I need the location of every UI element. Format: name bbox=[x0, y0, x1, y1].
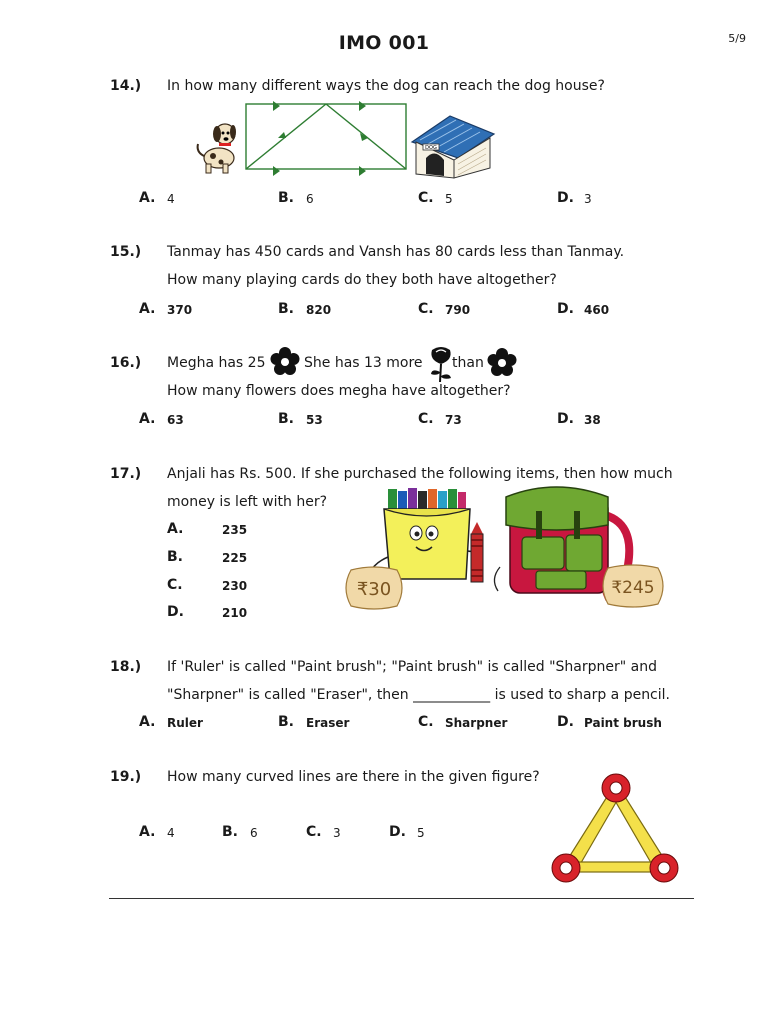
option-d-value: 210 bbox=[222, 606, 248, 620]
price-tag-text: ₹245 bbox=[611, 578, 655, 598]
question-17-number: 17.) bbox=[110, 466, 142, 482]
option-a-value: 63 bbox=[167, 413, 184, 427]
price-tag-text: ₹30 bbox=[356, 579, 392, 600]
option-d-label[interactable]: D. bbox=[557, 714, 574, 730]
bottom-divider bbox=[109, 898, 694, 899]
option-c-value: Sharpner bbox=[445, 716, 508, 730]
option-a-label[interactable]: A. bbox=[139, 190, 156, 206]
question-16-line-2: How many flowers does megha have altogether? bbox=[167, 383, 511, 399]
question-19-text: How many curved lines are there in the given figure? bbox=[167, 769, 540, 785]
option-d-label[interactable]: D. bbox=[557, 190, 574, 206]
question-14-number: 14.) bbox=[110, 78, 142, 94]
question-15-number: 15.) bbox=[110, 244, 142, 260]
option-c-label[interactable]: C. bbox=[418, 190, 434, 206]
option-d-label[interactable]: D. bbox=[389, 824, 406, 840]
option-b-value: 53 bbox=[306, 413, 323, 427]
option-a-value: 370 bbox=[167, 303, 193, 317]
option-a-label[interactable]: A. bbox=[167, 521, 184, 537]
option-c-label[interactable]: C. bbox=[418, 714, 434, 730]
option-d-label[interactable]: D. bbox=[557, 411, 574, 427]
option-a-value: 4 bbox=[167, 192, 175, 206]
option-c-label[interactable]: C. bbox=[418, 301, 434, 317]
question-16-text-a: Megha has 25 bbox=[167, 355, 266, 371]
dog-icon bbox=[193, 118, 241, 174]
option-b-value: 225 bbox=[222, 551, 248, 565]
svg-text:DOG: DOG bbox=[425, 145, 437, 151]
question-14-text: In how many different ways the dog can reach the dog house? bbox=[167, 78, 605, 94]
path-diagram bbox=[240, 100, 415, 175]
option-b-label[interactable]: B. bbox=[222, 824, 238, 840]
question-18-number: 18.) bbox=[110, 659, 142, 675]
page-title: IMO 001 bbox=[338, 32, 430, 54]
option-d-value: 3 bbox=[584, 192, 592, 206]
option-b-label[interactable]: B. bbox=[278, 301, 294, 317]
option-d-label[interactable]: D. bbox=[167, 604, 184, 620]
price-tag-icon bbox=[341, 566, 407, 610]
option-d-value: 460 bbox=[584, 303, 610, 317]
option-a-value: Ruler bbox=[167, 716, 203, 730]
question-16-text-b: She has 13 more bbox=[304, 355, 423, 371]
question-17-line-1: Anjali has Rs. 500. If she purchased the following items, then how much bbox=[167, 466, 673, 482]
option-b-label[interactable]: B. bbox=[278, 190, 294, 206]
option-c-value: 3 bbox=[333, 826, 341, 840]
flower-icon bbox=[487, 348, 517, 378]
question-19-number: 19.) bbox=[110, 769, 142, 785]
option-b-label[interactable]: B. bbox=[167, 549, 183, 565]
option-c-value: 230 bbox=[222, 579, 248, 593]
option-a-value: 4 bbox=[167, 826, 175, 840]
option-d-value: Paint brush bbox=[584, 716, 662, 730]
option-a-value: 235 bbox=[222, 523, 248, 537]
option-c-value: 790 bbox=[445, 303, 471, 317]
option-a-label[interactable]: A. bbox=[139, 411, 156, 427]
option-b-value: 820 bbox=[306, 303, 332, 317]
question-15-line-2: How many playing cards do they both have altogether? bbox=[167, 272, 557, 288]
question-18-line-2: "Sharpner" is called "Eraser", then ___________ is used to sharp a pencil. bbox=[167, 687, 670, 703]
option-a-label[interactable]: A. bbox=[139, 301, 156, 317]
question-16-number: 16.) bbox=[110, 355, 142, 371]
price-tag-icon bbox=[598, 564, 668, 608]
option-d-value: 38 bbox=[584, 413, 601, 427]
option-b-label[interactable]: B. bbox=[278, 714, 294, 730]
option-b-value: 6 bbox=[306, 192, 314, 206]
option-b-value: Eraser bbox=[306, 716, 350, 730]
question-18-line-1: If 'Ruler' is called "Paint brush"; "Paint brush" is called "Sharpner" and bbox=[167, 659, 657, 675]
flower-icon bbox=[270, 347, 300, 377]
option-c-value: 5 bbox=[445, 192, 453, 206]
crayon-icon bbox=[466, 522, 488, 584]
option-a-label[interactable]: A. bbox=[139, 714, 156, 730]
triangle-rings-figure bbox=[548, 770, 684, 890]
option-c-value: 73 bbox=[445, 413, 462, 427]
question-15-line-1: Tanmay has 450 cards and Vansh has 80 cards less than Tanmay. bbox=[167, 244, 625, 260]
option-c-label[interactable]: C. bbox=[306, 824, 322, 840]
option-c-label[interactable]: C. bbox=[418, 411, 434, 427]
option-c-label[interactable]: C. bbox=[167, 577, 183, 593]
question-17-line-2: money is left with her? bbox=[167, 494, 328, 510]
page-number: 5/9 bbox=[728, 32, 746, 45]
question-16-text-c: than bbox=[452, 355, 484, 371]
option-a-label[interactable]: A. bbox=[139, 824, 156, 840]
dog-house-icon bbox=[406, 112, 498, 178]
option-d-label[interactable]: D. bbox=[557, 301, 574, 317]
option-b-label[interactable]: B. bbox=[278, 411, 294, 427]
option-d-value: 5 bbox=[417, 826, 425, 840]
option-b-value: 6 bbox=[250, 826, 258, 840]
